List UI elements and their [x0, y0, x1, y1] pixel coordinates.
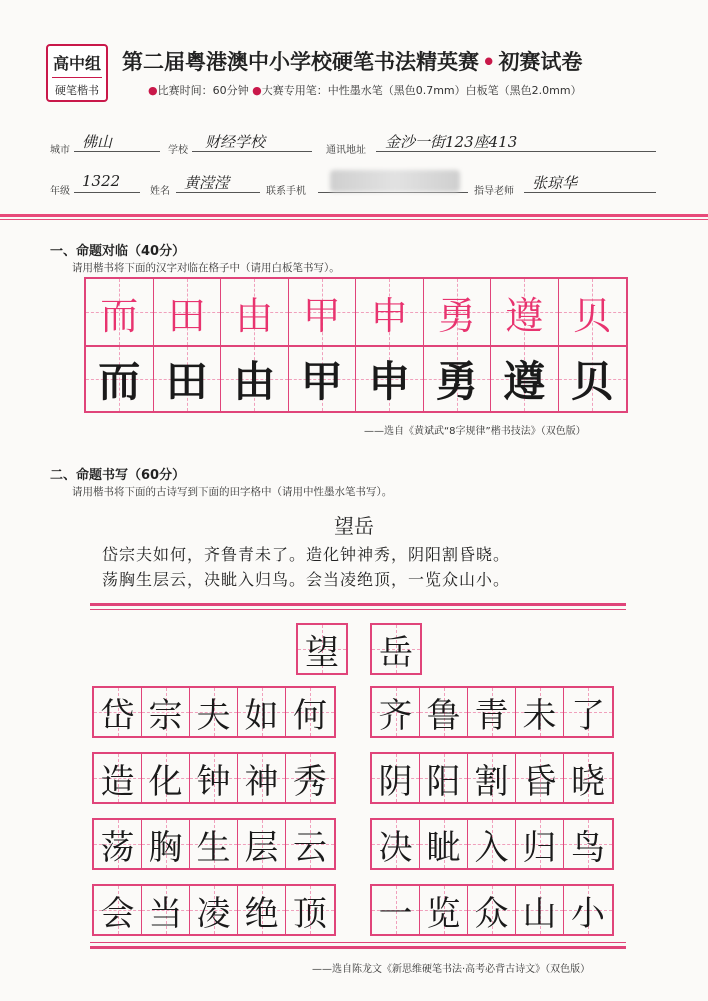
writing-cell[interactable]: [516, 820, 564, 868]
cell-character: 阳: [426, 761, 461, 802]
model-cell[interactable]: [491, 279, 559, 345]
section2-instruction: 请用楷书将下面的古诗写到下面的田字格中（请用中性墨水笔书写）。: [72, 486, 393, 498]
cell-character: 神: [244, 761, 279, 802]
written-cell[interactable]: [154, 347, 222, 411]
writing-cell[interactable]: [516, 754, 564, 802]
cell-character: 遵: [503, 357, 546, 406]
writing-area-bottom-border: [90, 946, 626, 949]
written-cell[interactable]: [289, 347, 357, 411]
poem-row-box[interactable]: [92, 686, 336, 738]
exam-info: [148, 82, 582, 98]
title-dot: •: [482, 50, 496, 74]
teacher-label: 指导老师: [474, 186, 514, 197]
cell-character: 众: [474, 893, 509, 934]
cell-character: 凌: [196, 893, 231, 934]
name-label: 姓名: [150, 186, 170, 197]
cell-character: 鲁: [426, 695, 461, 736]
model-cell[interactable]: [424, 279, 492, 345]
poem-row-box[interactable]: [92, 752, 336, 804]
cell-character: 决: [378, 827, 413, 868]
cell-character: 山: [522, 893, 557, 934]
cell-character: 昏: [522, 761, 557, 802]
cell-character: 胸: [148, 827, 183, 868]
grade-label: 年级: [50, 186, 70, 197]
badge-divider: [52, 77, 102, 78]
model-cell[interactable]: [356, 279, 424, 345]
cell-character: 荡: [100, 827, 135, 868]
grade-field[interactable]: 1322: [82, 172, 121, 190]
cell-character: 生: [196, 827, 231, 868]
writing-area-bottom-border-thin: [90, 942, 626, 943]
writing-cell[interactable]: [564, 886, 612, 934]
writing-cell[interactable]: [420, 754, 468, 802]
writing-cell[interactable]: [372, 625, 420, 673]
cell-character: 勇: [437, 293, 476, 338]
writing-cell[interactable]: [238, 820, 286, 868]
page-title: [122, 46, 582, 76]
cell-character: 未: [522, 695, 557, 736]
cell-character: 鸟: [571, 827, 605, 868]
cell-character: 而: [98, 357, 141, 406]
poem-row-box[interactable]: [370, 818, 614, 870]
city-field[interactable]: 佛山: [82, 133, 113, 151]
cell-character: 当: [148, 893, 183, 934]
writing-cell[interactable]: [94, 754, 142, 802]
cell-character: 小: [571, 893, 605, 934]
model-cell[interactable]: [86, 279, 154, 345]
written-cell[interactable]: [86, 347, 154, 411]
section2-title: 二、命题书写（60分）: [50, 468, 186, 483]
cell-character: 青: [474, 695, 509, 736]
written-cell[interactable]: [559, 347, 627, 411]
cell-character: 申: [368, 357, 411, 406]
written-cell[interactable]: [356, 347, 424, 411]
cell-character: 归: [522, 827, 557, 868]
writing-cell[interactable]: [372, 754, 420, 802]
poem-line-1: 岱宗夫如何，齐鲁青未了。造化钟神秀，阴阳割昏晓。: [102, 545, 511, 564]
poem-row-box[interactable]: [370, 686, 614, 738]
section1-source: ——选自《黄斌武“8字规律”楷书技法》（双色版）: [364, 426, 586, 437]
writing-cell[interactable]: [372, 688, 420, 736]
model-cell[interactable]: [289, 279, 357, 345]
cell-character: 割: [474, 761, 509, 802]
writing-cell[interactable]: [94, 886, 142, 934]
model-cell[interactable]: [154, 279, 222, 345]
writing-cell[interactable]: [468, 754, 516, 802]
writing-cell[interactable]: [298, 625, 346, 673]
level-label: 高中组: [52, 54, 101, 73]
writing-cell[interactable]: [94, 820, 142, 868]
writing-cell[interactable]: [516, 886, 564, 934]
cell-character: 夫: [196, 695, 231, 736]
cell-character: 如: [244, 695, 279, 736]
cell-character: 眦: [426, 827, 461, 868]
address-field[interactable]: 金沙一街123座413: [385, 133, 518, 151]
writing-cell[interactable]: [420, 688, 468, 736]
cell-character: 秀: [293, 761, 327, 802]
writing-cell[interactable]: [142, 688, 190, 736]
writing-area-top-border-thin: [90, 609, 626, 610]
cell-character: 何: [293, 695, 327, 736]
cell-character: 贝: [573, 293, 612, 338]
grade-line: [74, 192, 140, 193]
writing-area-top-border: [90, 603, 626, 606]
phone-line: [318, 192, 468, 193]
cell-character: 阴: [378, 761, 413, 802]
cell-character: 层: [244, 827, 279, 868]
cell-character: 入: [474, 827, 509, 868]
cell-character: 顶: [293, 893, 327, 934]
writing-cell[interactable]: [468, 886, 516, 934]
writing-cell[interactable]: [142, 820, 190, 868]
writing-cell[interactable]: [564, 820, 612, 868]
poem-row-box[interactable]: [92, 884, 336, 936]
cell-character: 田: [165, 357, 208, 406]
cell-character: 钟: [196, 761, 231, 802]
cell-character: 遵: [505, 293, 544, 338]
writing-cell[interactable]: [190, 886, 238, 934]
cell-character: 由: [233, 357, 276, 406]
writing-cell[interactable]: [372, 886, 420, 934]
title-main: 第二届粤港澳中小学校硬笔书法精英赛: [122, 50, 479, 74]
cell-character: 化: [148, 761, 183, 802]
writing-cell[interactable]: [286, 688, 334, 736]
cell-character: 岳: [379, 632, 413, 673]
level-badge: [46, 44, 108, 102]
writing-cell[interactable]: [142, 754, 190, 802]
cell-character: 晓: [571, 761, 605, 802]
writing-cell[interactable]: [190, 754, 238, 802]
poem-row-box[interactable]: [370, 752, 614, 804]
exam-time: 比赛时间：60分钟: [157, 84, 249, 97]
writing-cell[interactable]: [564, 754, 612, 802]
writing-cell[interactable]: [286, 820, 334, 868]
cell-character: 云: [293, 827, 327, 868]
cell-character: 甲: [302, 293, 341, 338]
teacher-field[interactable]: 张琼华: [532, 174, 578, 192]
cell-character: 绝: [244, 893, 279, 934]
section1-instruction: 请用楷书将下面的汉字对临在格子中（请用白板笔书写）。: [72, 262, 340, 274]
school-field[interactable]: 财经学校: [205, 133, 266, 151]
header-divider: [0, 214, 708, 217]
phone-field-redacted[interactable]: [330, 170, 460, 192]
cell-character: 会: [100, 893, 135, 934]
writing-cell[interactable]: [420, 820, 468, 868]
cell-character: 勇: [435, 357, 478, 406]
poem-line-2: 荡胸生层云，决眦入归鸟。会当凌绝顶，一览众山小。: [102, 570, 511, 589]
cell-character: 造: [100, 761, 135, 802]
writing-cell[interactable]: [238, 688, 286, 736]
model-cell[interactable]: [559, 279, 627, 345]
writing-cell[interactable]: [468, 820, 516, 868]
writing-cell[interactable]: [190, 688, 238, 736]
bullet-icon: ●: [252, 84, 262, 97]
cell-character: 了: [571, 695, 605, 736]
cell-character: 宗: [148, 695, 183, 736]
writing-cell[interactable]: [372, 820, 420, 868]
cell-character: 而: [100, 293, 139, 338]
written-cell[interactable]: [491, 347, 559, 411]
cell-character: 岱: [100, 695, 135, 736]
writing-cell[interactable]: [516, 688, 564, 736]
writing-cell[interactable]: [286, 886, 334, 934]
exam-pen: 大赛专用笔：中性墨水笔（黑色0.7mm）白板笔（黑色2.0mm）: [261, 84, 582, 97]
style-label: 硬笔楷书: [55, 84, 99, 97]
cell-character: 一: [378, 893, 413, 934]
cell-character: 由: [235, 293, 274, 338]
writing-cell[interactable]: [286, 754, 334, 802]
section1-title: 一、命题对临（40分）: [50, 244, 186, 259]
cell-character: 甲: [300, 357, 343, 406]
copy-grid[interactable]: [84, 277, 628, 413]
cell-character: 贝: [571, 357, 614, 406]
title-char-box[interactable]: [370, 623, 422, 675]
school-label: 学校: [168, 145, 188, 156]
title-suffix: 初赛试卷: [498, 50, 583, 74]
poem-row-box[interactable]: [92, 818, 336, 870]
writing-cell[interactable]: [94, 688, 142, 736]
bullet-icon: ●: [148, 84, 158, 97]
header-divider-thin: [0, 219, 708, 220]
writing-cell[interactable]: [190, 820, 238, 868]
model-cell[interactable]: [221, 279, 289, 345]
cell-character: 望: [305, 632, 339, 673]
writing-cell[interactable]: [564, 688, 612, 736]
cell-character: 田: [167, 293, 206, 338]
written-cell[interactable]: [221, 347, 289, 411]
writing-cell[interactable]: [238, 886, 286, 934]
writing-cell[interactable]: [420, 886, 468, 934]
writing-cell[interactable]: [468, 688, 516, 736]
name-field[interactable]: 黄滢滢: [184, 174, 230, 192]
cell-character: 齐: [378, 695, 413, 736]
section2-source: ——选自陈龙文《新思维硬笔书法·高考必背古诗文》（双色版）: [312, 964, 591, 975]
written-cell[interactable]: [424, 347, 492, 411]
address-label: 通讯地址: [326, 145, 366, 156]
title-char-box[interactable]: [296, 623, 348, 675]
poem-row-box[interactable]: [370, 884, 614, 936]
writing-cell[interactable]: [142, 886, 190, 934]
poem-title: 望岳: [334, 514, 374, 538]
cell-character: 览: [426, 893, 461, 934]
phone-label: 联系手机: [266, 186, 306, 197]
cell-character: 申: [370, 293, 409, 338]
writing-cell[interactable]: [238, 754, 286, 802]
city-label: 城市: [50, 145, 70, 156]
